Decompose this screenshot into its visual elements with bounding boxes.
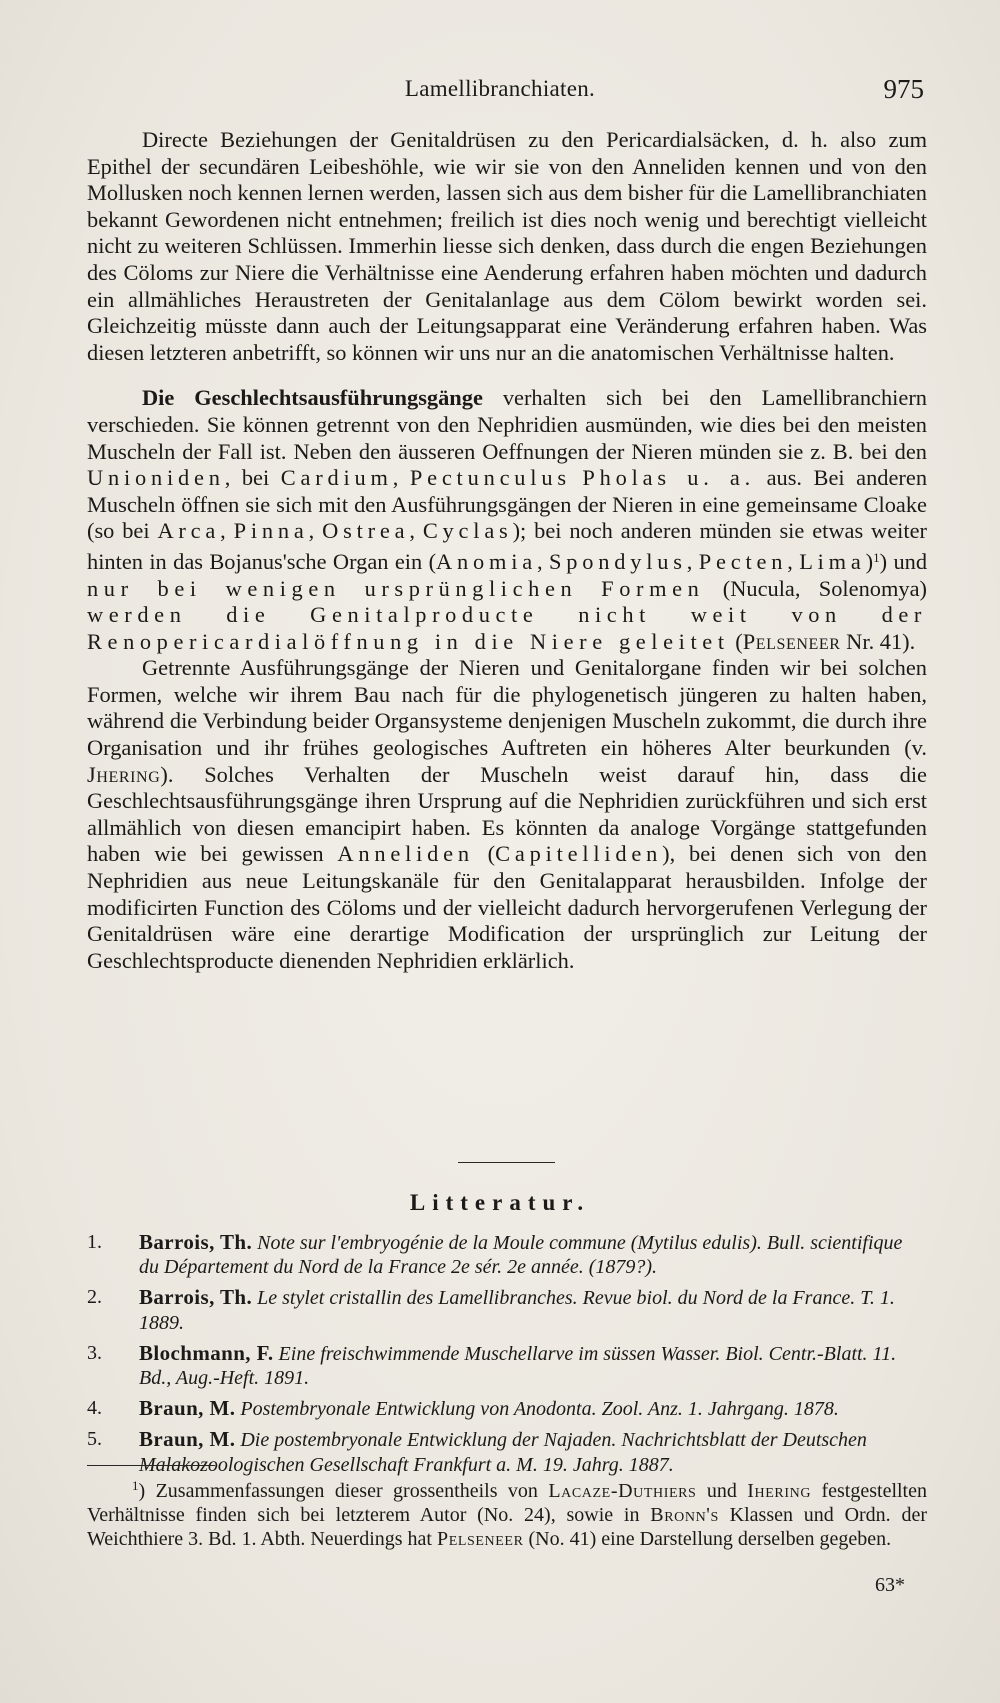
taxon-pholas: Pholas u. a. bbox=[582, 465, 756, 491]
reference-item bbox=[87, 1427, 927, 1476]
taxon-anneliden: Anneliden bbox=[337, 841, 474, 867]
reference-author: Braun, M. bbox=[139, 1427, 236, 1452]
footnote-reference[interactable]: 1 bbox=[873, 549, 880, 565]
taxon-pectunculus: Pectunculus bbox=[409, 465, 571, 491]
section-divider bbox=[458, 1162, 555, 1163]
reference-number: 2. bbox=[87, 1286, 102, 1309]
taxon-lima: Lima bbox=[799, 548, 866, 574]
running-title: Lamellibranchiaten. bbox=[404, 76, 596, 101]
reference-item bbox=[87, 1341, 927, 1390]
taxon-capitelliden: Capitelliden bbox=[495, 841, 663, 867]
taxon-cyclas: Cyclas bbox=[422, 518, 513, 544]
reference-item bbox=[87, 1285, 927, 1334]
taxon-solenomya: Solenomya bbox=[818, 575, 920, 601]
paragraph-1: Directe Beziehungen der Genitaldrüsen zu den Pericardialsäcken, d. h. also zum Epithel der secundären Leibeshöhle, wie wir sie von den Anneliden kennen und von den Mollusken noch kennen lernen werden, lassen sich aus dem bisher für die Lamellibranchiaten bekannt Gewordenen nicht entnehmen; freilich ist dies noch wenig und berechtigt vielleicht nicht zu weiteren Schlüssen. Immerhin liesse sich denken, dass durch die engen Beziehungen des Cöloms zur Niere die Verhältnisse eine Aenderung erfahren haben möchten und dadurch ein allmähliches Heraustreten der Genitalanlage aus dem Cölom bewirkt worden sei. Gleichzeitig müsste dann auch der Leitungsapparat eine Veränderung erfahren haben. Was diesen letzteren anbetrifft, so können wir uns nur an die anatomischen Verhältnisse halten. bbox=[87, 127, 927, 365]
section-heading: Litteratur. bbox=[409, 1190, 591, 1215]
author-bronn: Bronn's bbox=[650, 1504, 719, 1526]
taxon-anomia: Anomia bbox=[436, 548, 537, 574]
reference-item bbox=[87, 1230, 927, 1279]
reference-number: 4. bbox=[87, 1397, 102, 1420]
author-ihering: Ihering bbox=[747, 1480, 812, 1502]
emphasized-term: Die Geschlechtsausführungsgänge bbox=[142, 385, 483, 411]
running-head bbox=[0, 76, 1000, 108]
footnote-marker: 1 bbox=[132, 1478, 139, 1493]
reference-author: Barrois, Th. bbox=[139, 1230, 253, 1254]
reference-item bbox=[87, 1396, 927, 1421]
reference-number: 3. bbox=[87, 1341, 102, 1364]
reference-number: 5. bbox=[87, 1428, 102, 1451]
reference-author: Braun, M. bbox=[139, 1396, 236, 1421]
reference-title: Postembryonale Entwicklung von Anodonta. Zool. Anz. 1. Jahrgang. 1878. bbox=[240, 1398, 839, 1421]
taxon-pinna: Pinna bbox=[233, 518, 309, 544]
page-number: 975 bbox=[883, 74, 924, 104]
taxon-arca: Arca bbox=[157, 518, 221, 544]
reference-number: 1. bbox=[87, 1231, 102, 1253]
reference-title: Eine freischwimmende Muschellarve im süssen Wasser. Biol. Centr.-Blatt. 11. Bd., Aug.-Heft. 1891. bbox=[139, 1342, 897, 1390]
footnote-text: $^1$) Zusammenfassungen dieser grossentheils von Lacaze-Duthiers und Ihering festgestellten Verhältnisse finden sich bei letzterem Autor (No. 24), sowie in Bronn's Klassen und Ordn. der Weichthiere 3. Bd. 1. Abth. Neuerdings hat Pelseneer (No. 41) eine Darstellung derselben gegeben. bbox=[87, 1478, 927, 1550]
footnote bbox=[87, 1474, 927, 1551]
taxon-nucula: Nucula bbox=[730, 575, 795, 601]
reference-title: Die postembryonale Entwicklung der Najaden. Nachrichtsblatt der Deutschen Malakozoologischen Gesellschaft Frankfurt a. M. 19. Jahrg. 1887. bbox=[139, 1429, 867, 1476]
reference-title: Le stylet cristallin des Lamellibranches. Revue biol. du Nord de la France. T. 1. 1889. bbox=[139, 1287, 895, 1334]
author-lacaze-duthiers: Lacaze-Duthiers bbox=[548, 1480, 697, 1502]
reference-title: Note sur l'embryogénie de la Moule commune (Mytilus edulis). Bull. scientifique du Département du Nord de la France 2e sér. 2e année. (1879?). bbox=[139, 1232, 903, 1279]
author-pelseneer: Pelseneer bbox=[742, 628, 841, 654]
taxon-unioniden: Unioniden bbox=[87, 465, 225, 491]
taxon-pecten: Pecten bbox=[698, 548, 788, 574]
reference-author: Blochmann, F. bbox=[139, 1340, 274, 1365]
author-pelseneer: Pelseneer bbox=[436, 1528, 524, 1550]
reference-author: Barrois, Th. bbox=[139, 1285, 253, 1310]
paragraph-2: Die Geschlechtsausführungsgänge verhalten sich bei den Lamellibranchiern verschieden. Sie können getrennt von den Nephridien ausmünden, wie dies bei den meisten Muscheln der Fall ist. Neben den äusseren Oeffnungen der Nieren münden sie z. B. bei den Unioniden, bei Cardium, Pectunculus Pholas u. a. aus. Bei anderen Muscheln öffnen sie sich mit den Ausführungsgängen der Nieren in eine gemeinsame Cloake (so bei Arca, Pinna, Ostrea, Cyclas); bei noch anderen münden sie etwas weiter hinten in das Bojanus'sche Organ ein (Anomia, Spondylus, Pecten, Lima)$^1$) und nur bei wenigen ursprünglichen Formen (Nucula, Solenomya) werden die Genitalproducte nicht weit von der Renopericardialöffnung in die Niere geleitet (Pelseneer Nr. 41). bbox=[87, 385, 928, 654]
paragraph-3: Getrennte Ausführungsgänge der Nieren und Genitalorgane finden wir bei solchen Formen, welche wir ihrem Bau nach für die phylogenetisch jüngeren zu halten haben, während die Verbindung beider Organsysteme denjenigen Muscheln zukommt, die durch ihre Organisation und ihr frühes geologisches Auftreten ein höheres Alter beurkunden (v. Jhering). Solches Verhalten der Muscheln weist darauf hin, dass die Geschlechtsausführungsgänge ihren Ursprung auf die Nephridien zurückführen und sich erst allmählich von diesen emancipirt haben. Es könnten da analoge Vorgänge stattgefunden haben wie bei gewissen Anneliden (Capitelliden), bei denen sich von den Nephridien aus neue Leitungskanäle für den Genitalapparat herausbilden. Infolge der modificirten Function des Cöloms und der vielleicht dadurch hervorgerufenen Verlegung der Genitaldrüsen wäre eine derartige Modification der ursprünglich zur Leitung der Geschlechtsproducte dienenden Nephridien erklärlich. bbox=[87, 655, 927, 973]
spaced-emphasis: nur bei wenigen ursprünglichen Formen bbox=[87, 575, 705, 601]
taxon-spondylus: Spondylus bbox=[548, 548, 687, 574]
spaced-emphasis: werden die Genitalproducte nicht weit von der Renopericardialöffnung in die Niere geleitet bbox=[87, 602, 927, 654]
author-jhering: Jhering bbox=[87, 761, 161, 787]
body-text bbox=[87, 127, 927, 974]
taxon-ostrea: Ostrea bbox=[322, 518, 410, 544]
sheet-signature: 63* bbox=[875, 1574, 905, 1596]
reference-list bbox=[87, 1230, 927, 1483]
footnote-divider bbox=[87, 1465, 215, 1466]
taxon-cardium: Cardium bbox=[280, 465, 393, 491]
